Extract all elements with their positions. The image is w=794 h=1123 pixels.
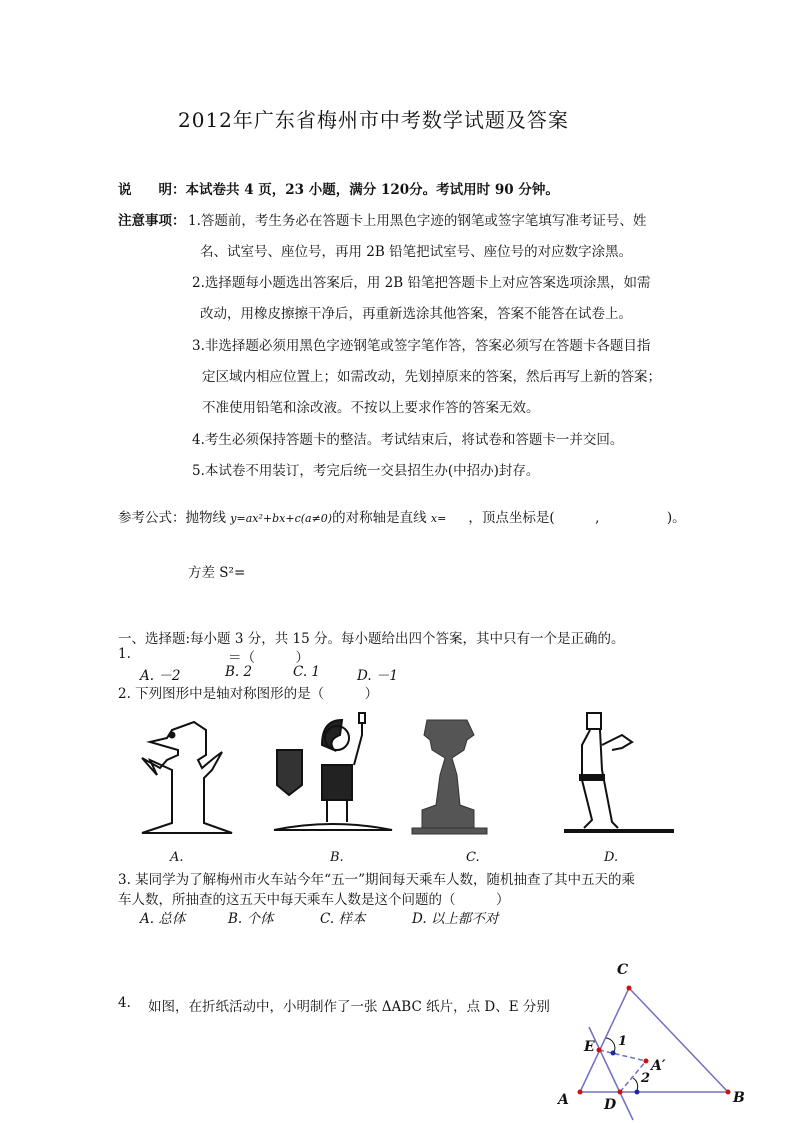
note-5: 5.本试卷不用装订，考完后统一交县招生办(中招办)封存。 <box>192 463 540 479</box>
q3-line1: 3. 某同学为了解梅州市火车站今年“五一”期间每天乘车人数，随机抽查了其中五天的乘 <box>118 872 635 888</box>
q1-option-c: C. 1 <box>293 664 321 680</box>
axis-expr: x= <box>430 512 447 525</box>
section1-heading: 一、选择题:每小题 3 分，共 15 分。每小题给出四个答案，其中只有一个是正确的。 <box>118 631 625 647</box>
q3-line2: 车人数，所抽查的这五天中每天乘车人数是这个问题的（ ） <box>118 892 510 908</box>
q4-label-c: C <box>617 962 629 978</box>
q1-stem: ＝（ ） <box>228 650 309 666</box>
figure-b-soldier-icon <box>274 713 392 830</box>
note-1a: 1.答题前，考生务必在答题卡上用黑色字迹的钢笔或签字笔填写准考证号、姓 <box>188 213 647 229</box>
explain-text: 本试卷共 4 页，23 小题，满分 120分。考试用时 90 分钟。 <box>185 182 559 198</box>
figure-d-person-icon <box>564 713 674 831</box>
note-3c: 不准使用铅笔和涂改液。不按以上要求作答的答案无效。 <box>202 400 540 416</box>
q4-label-e: E <box>584 1039 595 1055</box>
figure-a-tree-icon <box>142 722 232 833</box>
q4-label-angle1: 1 <box>618 1034 628 1049</box>
q4-label-b: B <box>733 1090 745 1106</box>
q2-figures <box>122 710 682 840</box>
q4-label-angle2: 2 <box>641 1071 651 1086</box>
q4-label-d: D <box>604 1097 617 1113</box>
note-4: 4.考生必须保持答题卡的整洁。考试结束后，将试卷和答题卡一并交回。 <box>192 432 624 448</box>
q4-number: 4. <box>118 995 131 1011</box>
q3-option-d: D. 以上都不对 <box>412 911 499 927</box>
q1-number: 1. <box>118 646 131 662</box>
formula-line <box>118 506 686 526</box>
note-3b: 定区域内相应位置上；如需改动，先划掉原来的答案，然后再写上新的答案； <box>202 369 661 385</box>
note-2a: 2.选择题每小题选出答案后，用 2B 铅笔把答题卡上对应答案选项涂黑，如需 <box>192 275 651 291</box>
q1-option-b: B. 2 <box>225 664 253 680</box>
formula-text3: ，顶点坐标是( , )。 <box>468 510 686 526</box>
page-title: 2012年广东省梅州市中考数学试题及答案 <box>178 108 569 132</box>
note-1b: 名、试室号、座位号，再用 2B 铅笔把试室号、座位号的对应数字涂黑。 <box>200 244 633 260</box>
figure-c-dog-icon <box>412 720 487 834</box>
formula-text2: 的对称轴是直线 <box>332 510 431 526</box>
variance-formula: 方差 S²= <box>188 565 246 581</box>
notes-label: 注意事项： <box>118 213 186 229</box>
q1-option-d: D. －1 <box>357 668 399 684</box>
q4-label-a-prime: A′ <box>651 1058 666 1074</box>
note-3a: 3.非选择题必须用黑色字迹钢笔或签字笔作答，答案必须写在答题卡各题目指 <box>192 338 651 354</box>
q2-label-c: C. <box>466 850 480 865</box>
note-2b: 改动，用橡皮擦擦干净后，再重新选涂其他答案，答案不能答在试卷上。 <box>200 306 632 322</box>
formula-text1: 抛物线 <box>185 510 231 526</box>
q3-option-c: C. 样本 <box>320 911 366 927</box>
parabola-expr: y=ax²+bx+c(a≠0) <box>230 512 333 525</box>
q4-stem: 如图，在折纸活动中，小明制作了一张 ΔABC 纸片，点 D、E 分别 <box>148 999 550 1015</box>
q3-option-a: A. 总体 <box>140 911 186 927</box>
q2-label-a: A. <box>170 850 184 865</box>
q1-option-a: A. －2 <box>140 668 181 684</box>
formula-label: 参考公式： <box>118 510 186 526</box>
q2-label-d: D. <box>604 850 619 865</box>
explain-label: 说 明： <box>118 182 186 198</box>
q2-stem: 2. 下列图形中是轴对称图形的是（ ） <box>118 686 379 702</box>
q4-label-a: A <box>558 1092 569 1108</box>
explain-line <box>118 178 559 198</box>
q3-option-b: B. 个体 <box>228 911 274 927</box>
q2-label-b: B. <box>330 850 344 865</box>
